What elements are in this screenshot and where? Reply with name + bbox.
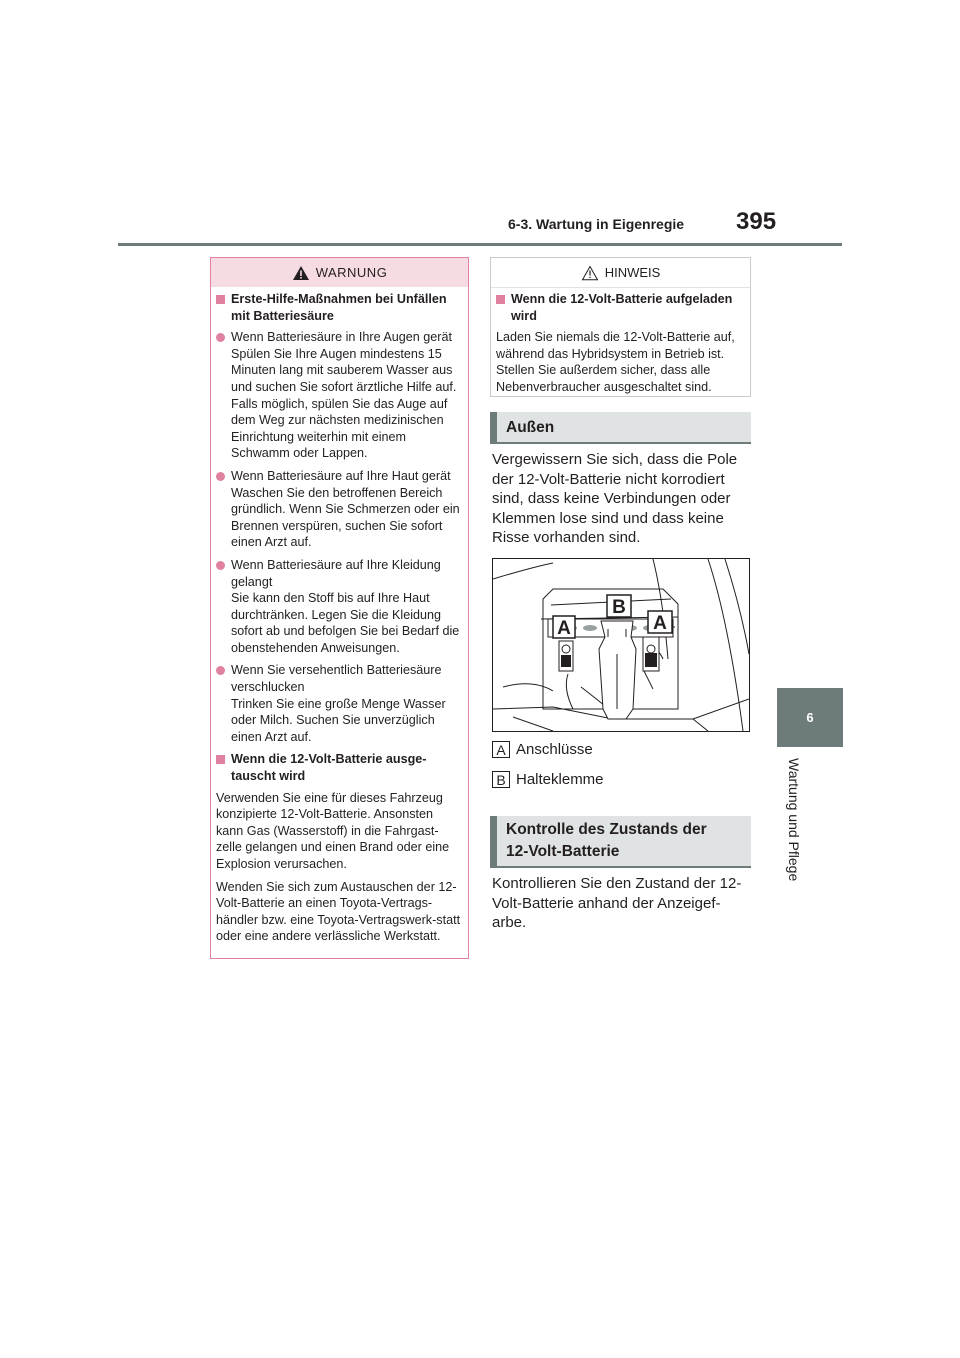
legend-item-a bbox=[492, 741, 593, 758]
warning-header bbox=[211, 258, 468, 287]
warning-paragraph: Wenden Sie sich zum Austauschen der 12-Volt-Batterie an einen Toyota-Vertrags-händler bzw. eine Toyota-Vertragswerk-statt oder eine andere verlässliche Werkstatt. bbox=[216, 879, 461, 944]
list-item: Wenn Sie versehentlich Batteriesäure verschlucken Trinken Sie eine große Menge Wasser oder Milch. Suchen Sie unverzüglich einen Arzt auf. bbox=[216, 662, 463, 745]
warning-box bbox=[210, 257, 469, 959]
square-bullet-icon bbox=[216, 755, 225, 764]
list-item: Wenn Batteriesäure auf Ihre Kleidung gelangt Sie kann den Stoff bis auf Ihre Haut durchtränken. Legen Sie die Kleidung sofort ab und befolgen Sie bei Bedarf die obenstehenden Anweisungen. bbox=[216, 557, 463, 657]
caution-icon bbox=[581, 265, 599, 281]
section-heading-outside bbox=[490, 412, 751, 444]
legend-text-a: Anschlüsse bbox=[516, 741, 593, 758]
warning-paragraph: Verwenden Sie eine für dieses Fahrzeug konzipierte 12-Volt-Batterie. Ansonsten kann Gas (Wasserstoff) in die Fahrgast-zelle gelangen und einen Brand oder eine Explosion verursachen. bbox=[216, 790, 450, 871]
square-bullet-icon bbox=[496, 295, 505, 304]
battery-illustration bbox=[492, 558, 750, 732]
note-text: Laden Sie niemals die 12-Volt-Batterie auf, während das Hybridsystem in Betrieb ist. Stellen Sie außerdem sicher, dass alle Nebenverbraucher ausgeschaltet sind. bbox=[496, 330, 735, 394]
battery-drawing bbox=[493, 559, 749, 731]
list-item: Wenn Batteriesäure in Ihre Augen gerät Spülen Sie Ihre Augen mindestens 15 Minuten lang mit sauberem Wasser aus und suchen Sie sofort ärztliche Hilfe auf. Falls möglich, spülen Sie das Auge auf dem Weg zur nächsten medizinischen Einrichtung weiterhin mit einem Schwamm oder Lappen. bbox=[216, 329, 463, 462]
list-item: Wenn Batteriesäure auf Ihre Haut gerät Waschen Sie den betroffenen Bereich gründlich. Wenn Sie Schmerzen oder ein Brennen verspüren, suchen Sie sofort einen Arzt auf. bbox=[216, 468, 463, 551]
section-title-condition-line1: Kontrolle des Zustands der bbox=[506, 821, 707, 838]
warning-heading-first-aid: Erste-Hilfe-Maßnahmen bei Unfällen mit Batteriesäure bbox=[216, 291, 463, 324]
square-bullet-icon bbox=[216, 295, 225, 304]
section-bar bbox=[490, 816, 497, 866]
section-title-condition-line2: 12-Volt-Batterie bbox=[506, 843, 620, 860]
chapter-tab: 6 bbox=[777, 688, 843, 747]
section-title-outside: Außen bbox=[506, 419, 555, 436]
section-title: 6-3. Wartung in Eigenregie bbox=[508, 216, 685, 232]
warning-body bbox=[216, 291, 463, 951]
note-header bbox=[491, 258, 750, 288]
chapter-label: Wartung und Pflege bbox=[786, 758, 802, 882]
page-number: 395 bbox=[736, 208, 777, 235]
round-bullet-icon bbox=[216, 472, 225, 481]
figure-label-a-right: A bbox=[653, 613, 667, 634]
header-rule bbox=[118, 243, 842, 246]
round-bullet-icon bbox=[216, 333, 225, 342]
section-body-condition: Kontrollieren Sie den Zustand der 12-Volt-Batterie anhand der Anzeigef-arbe. bbox=[492, 875, 742, 932]
note-title: HINWEIS bbox=[604, 265, 661, 280]
section-heading-condition bbox=[490, 816, 751, 868]
figure-label-a-left: A bbox=[557, 618, 571, 639]
figure-label-b: B bbox=[612, 597, 626, 618]
note-body bbox=[496, 291, 746, 402]
section-bar bbox=[490, 412, 497, 442]
warning-heading-replacement: Wenn die 12-Volt-Batterie ausge-tauscht wird bbox=[216, 751, 463, 784]
legend-text-b: Halteklemme bbox=[516, 771, 604, 788]
note-heading: Wenn die 12-Volt-Batterie aufgeladen wird bbox=[496, 291, 746, 324]
warning-icon bbox=[292, 265, 310, 281]
legend-item-b bbox=[492, 771, 604, 788]
legend-key-a: A bbox=[492, 741, 510, 758]
warning-title: WARNUNG bbox=[315, 265, 388, 280]
legend-key-b: B bbox=[492, 771, 510, 788]
note-box bbox=[490, 257, 751, 397]
round-bullet-icon bbox=[216, 666, 225, 675]
section-body-outside: Vergewissern Sie sich, dass die Pole der 12-Volt-Batterie nicht korrodiert sind, dass keine Verbindungen oder Klemmen lose sind und dass keine Risse vorhanden sind. bbox=[492, 451, 738, 547]
round-bullet-icon bbox=[216, 561, 225, 570]
